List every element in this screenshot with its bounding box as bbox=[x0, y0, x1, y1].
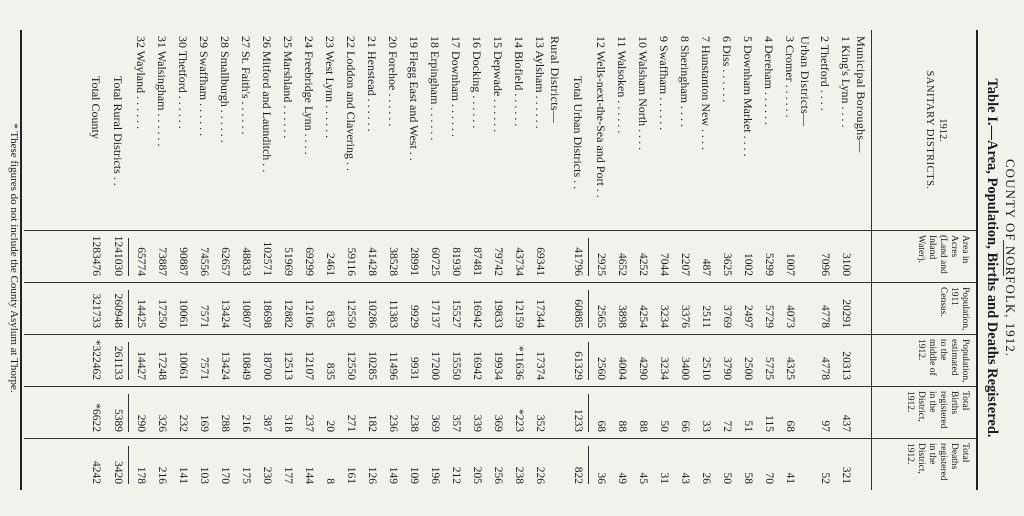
area-cell: 7096 bbox=[819, 253, 831, 276]
births-cell: 66 bbox=[679, 420, 691, 432]
county-heading: COUNTY OF NORFOLK, 1912. bbox=[1003, 159, 1018, 357]
table-row bbox=[835, 30, 856, 490]
pop1911-cell: 18698 bbox=[261, 299, 273, 328]
deaths-cell: 8 bbox=[324, 478, 336, 484]
table-row bbox=[716, 30, 737, 490]
popest-cell: 9931 bbox=[408, 357, 420, 380]
pop1911-cell: 10807 bbox=[240, 299, 252, 328]
deaths-column-header: Total Deaths registered in the District, 1912. bbox=[905, 443, 970, 481]
district-name: 24 Freebridge Lynn . . . . bbox=[302, 36, 316, 155]
table-row bbox=[130, 30, 151, 490]
popest-cell: 10849 bbox=[240, 351, 252, 380]
births-cell: 357 bbox=[450, 414, 462, 432]
district-name: Total Urban Districts . . bbox=[571, 76, 585, 190]
area-cell: 41428 bbox=[366, 247, 378, 276]
area-cell: 51969 bbox=[282, 247, 294, 276]
deaths-cell: 126 bbox=[366, 466, 378, 484]
district-name: Total Rural Districts . . bbox=[111, 76, 125, 186]
table-row bbox=[361, 30, 382, 490]
pop1911-cell: 4778 bbox=[819, 305, 831, 328]
deaths-cell: 50 bbox=[721, 472, 733, 484]
district-label: SANITARY DISTRICTS. bbox=[924, 70, 935, 190]
births-cell: 51 bbox=[742, 420, 754, 432]
area-cell: 5299 bbox=[763, 253, 775, 276]
deaths-cell: 36 bbox=[595, 472, 607, 484]
births-cell: 238 bbox=[408, 414, 420, 432]
table-row bbox=[632, 30, 653, 490]
sum-rule bbox=[588, 342, 589, 380]
table-row bbox=[758, 30, 779, 490]
sum-rule bbox=[128, 290, 129, 328]
table-row bbox=[814, 30, 835, 490]
popest-cell: 17200 bbox=[429, 351, 441, 380]
district-name: 25 Marshland . . . . . . bbox=[281, 36, 295, 139]
table-row bbox=[424, 30, 445, 490]
births-cell: 97 bbox=[819, 420, 831, 432]
pop1911-cell: 3234 bbox=[658, 305, 670, 328]
births-cell: 437 bbox=[840, 414, 852, 432]
popest-cell: 5725 bbox=[763, 357, 775, 380]
deaths-cell: 226 bbox=[534, 466, 546, 484]
popest-cell: 835 bbox=[324, 362, 336, 380]
births-cell: 1233 bbox=[572, 409, 584, 432]
pop1911-column-header: Population, 1911 Census. bbox=[938, 287, 970, 331]
sum-rule bbox=[128, 446, 129, 484]
deaths-cell: 230 bbox=[261, 466, 273, 484]
sum-rule bbox=[588, 238, 589, 276]
district-name: Total County bbox=[89, 76, 103, 139]
deaths-cell: 216 bbox=[156, 466, 168, 484]
area-cell: 487 bbox=[700, 258, 712, 276]
popest-cell: 2500 bbox=[742, 357, 754, 380]
popest-cell: 4290 bbox=[637, 357, 649, 380]
popest-cell: 4778 bbox=[819, 357, 831, 380]
births-cell: 318 bbox=[282, 414, 294, 432]
area-cell: 69341 bbox=[534, 247, 546, 276]
district-name: 30 Thetford . . . . . . bbox=[176, 36, 190, 129]
district-name: 21 Henstead . . . . . . bbox=[365, 36, 379, 132]
table-row bbox=[466, 30, 487, 490]
area-cell: 79742 bbox=[492, 247, 504, 276]
table-row bbox=[674, 30, 695, 490]
births-cell: 169 bbox=[198, 414, 210, 432]
pop1911-cell: 14425 bbox=[135, 299, 147, 328]
area-cell: 1241030 bbox=[112, 235, 124, 276]
pop1911-cell: 10286 bbox=[366, 299, 378, 328]
popest-cell: 12513 bbox=[282, 351, 294, 380]
table-row bbox=[653, 30, 674, 490]
table-row bbox=[779, 30, 800, 490]
popest-cell: 7571 bbox=[198, 357, 210, 380]
year-label: 1912. bbox=[937, 118, 948, 142]
area-cell: 28991 bbox=[408, 247, 420, 276]
district-name: 32 Wayland . . . . . . bbox=[134, 36, 148, 130]
sum-rule bbox=[128, 238, 129, 276]
district-name: 8 Sheringham . . . . bbox=[678, 36, 692, 127]
table-title: Table I.—Area, Population, Births and Deaths Registered. bbox=[984, 78, 1000, 438]
table-row bbox=[319, 30, 340, 490]
popest-cell: 17248 bbox=[156, 351, 168, 380]
district-name: 15 Depwade . . . . . . bbox=[491, 36, 505, 133]
births-cell: 72 bbox=[721, 420, 733, 432]
deaths-cell: 52 bbox=[819, 472, 831, 484]
district-name: 27 St. Faith's . . . . . . bbox=[239, 36, 253, 135]
pop1911-cell: 12159 bbox=[513, 299, 525, 328]
area-cell: 48833 bbox=[240, 247, 252, 276]
births-cell: 216 bbox=[240, 414, 252, 432]
births-cell: 88 bbox=[637, 420, 649, 432]
urban-districts-heading: Urban Districts— bbox=[798, 36, 812, 127]
footnote: * These figures do not include the County Asylum at Thorpe. bbox=[8, 123, 20, 393]
area-cell: 90887 bbox=[177, 247, 189, 276]
births-cell: 387 bbox=[261, 414, 273, 432]
area-column-header: Area in Acres (Land and Inland Water). bbox=[916, 235, 970, 274]
area-cell: 2207 bbox=[679, 253, 691, 276]
district-name: 1 King's Lynn . . . . bbox=[839, 36, 853, 128]
district-name: 13 Aylsham . . . . . . bbox=[533, 36, 547, 129]
sum-rule bbox=[588, 290, 589, 328]
deaths-cell: 212 bbox=[450, 466, 462, 484]
pop1911-cell: 7571 bbox=[198, 305, 210, 328]
sum-rule bbox=[128, 342, 129, 380]
heading-rule bbox=[1003, 240, 1004, 276]
births-cell: 326 bbox=[156, 414, 168, 432]
pop1911-cell: 17344 bbox=[534, 299, 546, 328]
district-name: 9 Swaffham . . . . . . bbox=[657, 36, 671, 131]
county-total-row bbox=[85, 30, 106, 490]
deaths-cell: 141 bbox=[177, 466, 189, 484]
deaths-cell: 177 bbox=[282, 466, 294, 484]
district-name: 18 Erpingham . . . . . . bbox=[428, 36, 442, 141]
district-name: 4 Dereham . . . . . . bbox=[762, 36, 776, 125]
births-cell: *6622 bbox=[90, 403, 102, 432]
pop1911-cell: 2565 bbox=[595, 305, 607, 328]
deaths-cell: 205 bbox=[471, 466, 483, 484]
sum-rule bbox=[588, 446, 589, 484]
area-cell: 1007 bbox=[784, 253, 796, 276]
area-cell: 4652 bbox=[616, 253, 628, 276]
deaths-cell: 70 bbox=[763, 472, 775, 484]
popest-cell: 16942 bbox=[471, 351, 483, 380]
pop1911-cell: 9929 bbox=[408, 305, 420, 328]
district-name: 7 Hunstanton New . . . . bbox=[699, 36, 713, 150]
rural-total-row bbox=[107, 30, 128, 490]
area-cell: 1002 bbox=[742, 253, 754, 276]
popest-cell: 20313 bbox=[840, 351, 852, 380]
district-name: 10 Walsham North . . . . bbox=[636, 36, 650, 151]
area-cell: 3100 bbox=[840, 253, 852, 276]
sum-rule bbox=[128, 394, 129, 432]
deaths-cell: 26 bbox=[700, 472, 712, 484]
district-name: 6 Diss . . . . . . bbox=[720, 36, 734, 103]
area-cell: 3625 bbox=[721, 253, 733, 276]
area-cell: 73887 bbox=[156, 247, 168, 276]
area-cell: 7044 bbox=[658, 253, 670, 276]
births-cell: 290 bbox=[135, 414, 147, 432]
popest-cell: 3400 bbox=[679, 357, 691, 380]
pop1911-cell: 2497 bbox=[742, 305, 754, 328]
area-cell: 65774 bbox=[135, 247, 147, 276]
district-name: 11 Walsoken . . . . . . bbox=[615, 36, 629, 134]
area-cell: 74556 bbox=[198, 247, 210, 276]
district-name: 31 Walsingham . . . . . . bbox=[155, 36, 169, 147]
popest-cell: 15550 bbox=[450, 351, 462, 380]
births-cell: 50 bbox=[658, 420, 670, 432]
popest-cell: 261133 bbox=[112, 345, 124, 380]
district-name: 12 Wells-next-the-Sea and Port . . bbox=[594, 36, 608, 198]
table-row bbox=[382, 30, 403, 490]
births-cell: 236 bbox=[387, 414, 399, 432]
deaths-cell: 196 bbox=[429, 466, 441, 484]
area-cell: 59116 bbox=[345, 247, 357, 276]
district-name: 14 Blofield . . . . . . bbox=[512, 36, 526, 127]
pop1911-cell: 17250 bbox=[156, 299, 168, 328]
popest-cell: 14427 bbox=[135, 351, 147, 380]
table-row bbox=[590, 30, 611, 490]
births-cell: 369 bbox=[492, 414, 504, 432]
district-name: 5 Downham Market . . . . bbox=[741, 36, 755, 157]
area-cell: 2925 bbox=[595, 253, 607, 276]
pop1911-cell: 10061 bbox=[177, 299, 189, 328]
deaths-cell: 178 bbox=[135, 466, 147, 484]
table-row bbox=[277, 30, 298, 490]
births-cell: 339 bbox=[471, 414, 483, 432]
district-name: 3 Cromer . . . . . . bbox=[783, 36, 797, 118]
pop1911-cell: 5729 bbox=[763, 305, 775, 328]
district-name: 16 Docking . . . . . . bbox=[470, 36, 484, 129]
popest-cell: 12550 bbox=[345, 351, 357, 380]
table-row bbox=[403, 30, 424, 490]
deaths-cell: 822 bbox=[572, 466, 584, 484]
deaths-cell: 3420 bbox=[112, 461, 124, 484]
area-cell: 69299 bbox=[303, 247, 315, 276]
births-cell: 5389 bbox=[112, 409, 124, 432]
births-cell: 288 bbox=[219, 414, 231, 432]
deaths-cell: 170 bbox=[219, 466, 231, 484]
popest-cell: 2510 bbox=[700, 357, 712, 380]
pop1911-cell: 260948 bbox=[112, 293, 124, 328]
popest-cell: 17374 bbox=[534, 351, 546, 380]
table-row bbox=[529, 30, 550, 490]
area-cell: 81930 bbox=[450, 247, 462, 276]
births-cell: 182 bbox=[366, 414, 378, 432]
births-cell: 232 bbox=[177, 414, 189, 432]
popest-cell: *322462 bbox=[90, 339, 102, 380]
pop1911-cell: 2511 bbox=[700, 305, 712, 328]
births-cell: 33 bbox=[700, 420, 712, 432]
rural-districts-heading: Rural Districts— bbox=[548, 36, 562, 124]
district-name: 22 Loddon and Clavering . . bbox=[344, 36, 358, 171]
pop1911-cell: 4073 bbox=[784, 305, 796, 328]
pop1911-cell: 3769 bbox=[721, 305, 733, 328]
table-row bbox=[340, 30, 361, 490]
births-cell: 352 bbox=[534, 414, 546, 432]
pop1911-cell: 12882 bbox=[282, 299, 294, 328]
area-cell: 4252 bbox=[637, 253, 649, 276]
popest-cell: 18700 bbox=[261, 351, 273, 380]
pop1911-cell: 13424 bbox=[219, 299, 231, 328]
table-row bbox=[445, 30, 466, 490]
deaths-cell: 41 bbox=[784, 472, 796, 484]
deaths-cell: 161 bbox=[345, 466, 357, 484]
table-row bbox=[151, 30, 172, 490]
area-cell: 38528 bbox=[387, 247, 399, 276]
deaths-cell: 321 bbox=[840, 466, 852, 484]
popest-column-header: Population, estimated to the middle of 1912. bbox=[916, 339, 970, 383]
table-row bbox=[214, 30, 235, 490]
pop1911-cell: 17137 bbox=[429, 299, 441, 328]
popest-cell: 4325 bbox=[784, 357, 796, 380]
births-cell: 237 bbox=[303, 414, 315, 432]
births-column-header: Total Births registered in the District, 1912. bbox=[905, 391, 970, 429]
births-cell: 68 bbox=[784, 420, 796, 432]
deaths-cell: 31 bbox=[658, 472, 670, 484]
district-name: 29 Swaffham . . . . . . bbox=[197, 36, 211, 137]
pop1911-cell: 321733 bbox=[90, 293, 102, 328]
deaths-cell: 144 bbox=[303, 466, 315, 484]
popest-cell: 2560 bbox=[595, 357, 607, 380]
table-row bbox=[487, 30, 508, 490]
district-name: 17 Downham . . . . . . bbox=[449, 36, 463, 137]
births-cell: 115 bbox=[763, 415, 775, 432]
pop1911-cell: 11383 bbox=[387, 299, 399, 328]
pop1911-cell: 3376 bbox=[679, 305, 691, 328]
pop1911-cell: 12550 bbox=[345, 299, 357, 328]
births-cell: 68 bbox=[595, 420, 607, 432]
pop1911-cell: 15527 bbox=[450, 299, 462, 328]
popest-cell: 10061 bbox=[177, 351, 189, 380]
district-name: 26 Mitford and Launditch . . bbox=[260, 36, 274, 173]
area-cell: 1283476 bbox=[90, 235, 102, 276]
table-row bbox=[611, 30, 632, 490]
births-cell: 271 bbox=[345, 414, 357, 432]
pop1911-cell: 3898 bbox=[616, 305, 628, 328]
deaths-cell: 149 bbox=[387, 466, 399, 484]
district-name: 28 Smallburgh . . . . . . bbox=[218, 36, 232, 143]
popest-cell: 3790 bbox=[721, 357, 733, 380]
deaths-cell: 256 bbox=[492, 466, 504, 484]
pop1911-cell: 19833 bbox=[492, 299, 504, 328]
pop1911-cell: 60885 bbox=[572, 299, 584, 328]
popest-cell: 4004 bbox=[616, 357, 628, 380]
popest-cell: 12107 bbox=[303, 351, 315, 380]
deaths-cell: 45 bbox=[637, 472, 649, 484]
popest-cell: 11496 bbox=[387, 351, 399, 380]
municipal-boroughs-heading: Municipal Boroughs— bbox=[854, 36, 868, 153]
district-name: 2 Thetford . . . . bbox=[818, 36, 832, 111]
table-row bbox=[737, 30, 758, 490]
deaths-cell: 103 bbox=[198, 466, 210, 484]
pop1911-cell: 835 bbox=[324, 310, 336, 328]
area-cell: 62657 bbox=[219, 247, 231, 276]
district-name: 23 West Lynn . . . . . . bbox=[323, 36, 337, 139]
table-row bbox=[235, 30, 256, 490]
sum-rule bbox=[588, 394, 589, 432]
district-name: 20 Forehoe . . . . . . bbox=[386, 36, 400, 127]
births-cell: 20 bbox=[324, 420, 336, 432]
deaths-cell: 58 bbox=[742, 472, 754, 484]
area-cell: 87481 bbox=[471, 247, 483, 276]
births-cell: *223 bbox=[513, 409, 525, 432]
deaths-cell: 238 bbox=[513, 466, 525, 484]
table-row bbox=[298, 30, 319, 490]
deaths-cell: 109 bbox=[408, 466, 420, 484]
pop1911-cell: 4254 bbox=[637, 305, 649, 328]
pop1911-cell: 20291 bbox=[840, 299, 852, 328]
popest-cell: 13424 bbox=[219, 351, 231, 380]
births-cell: 369 bbox=[429, 414, 441, 432]
deaths-cell: 175 bbox=[240, 466, 252, 484]
popest-cell: 10285 bbox=[366, 351, 378, 380]
popest-cell: *11636 bbox=[513, 345, 525, 380]
deaths-cell: 4242 bbox=[90, 461, 102, 484]
area-cell: 41796 bbox=[572, 247, 584, 276]
urban-total-row bbox=[567, 30, 588, 490]
area-cell: 102571 bbox=[261, 241, 273, 276]
table-row bbox=[256, 30, 277, 490]
area-cell: 43734 bbox=[513, 247, 525, 276]
area-cell: 60725 bbox=[429, 247, 441, 276]
popest-cell: 61329 bbox=[572, 351, 584, 380]
district-name: 19 Flegg East and West . . bbox=[407, 36, 421, 161]
pop1911-cell: 12106 bbox=[303, 299, 315, 328]
table-row bbox=[695, 30, 716, 490]
births-cell: 88 bbox=[616, 420, 628, 432]
popest-cell: 3234 bbox=[658, 357, 670, 380]
table-row bbox=[172, 30, 193, 490]
deaths-cell: 49 bbox=[616, 472, 628, 484]
district-column-header bbox=[874, 30, 974, 230]
table-row bbox=[508, 30, 529, 490]
deaths-cell: 43 bbox=[679, 472, 691, 484]
area-cell: 2461 bbox=[324, 253, 336, 276]
table-row bbox=[193, 30, 214, 490]
pop1911-cell: 16942 bbox=[471, 299, 483, 328]
popest-cell: 19934 bbox=[492, 351, 504, 380]
